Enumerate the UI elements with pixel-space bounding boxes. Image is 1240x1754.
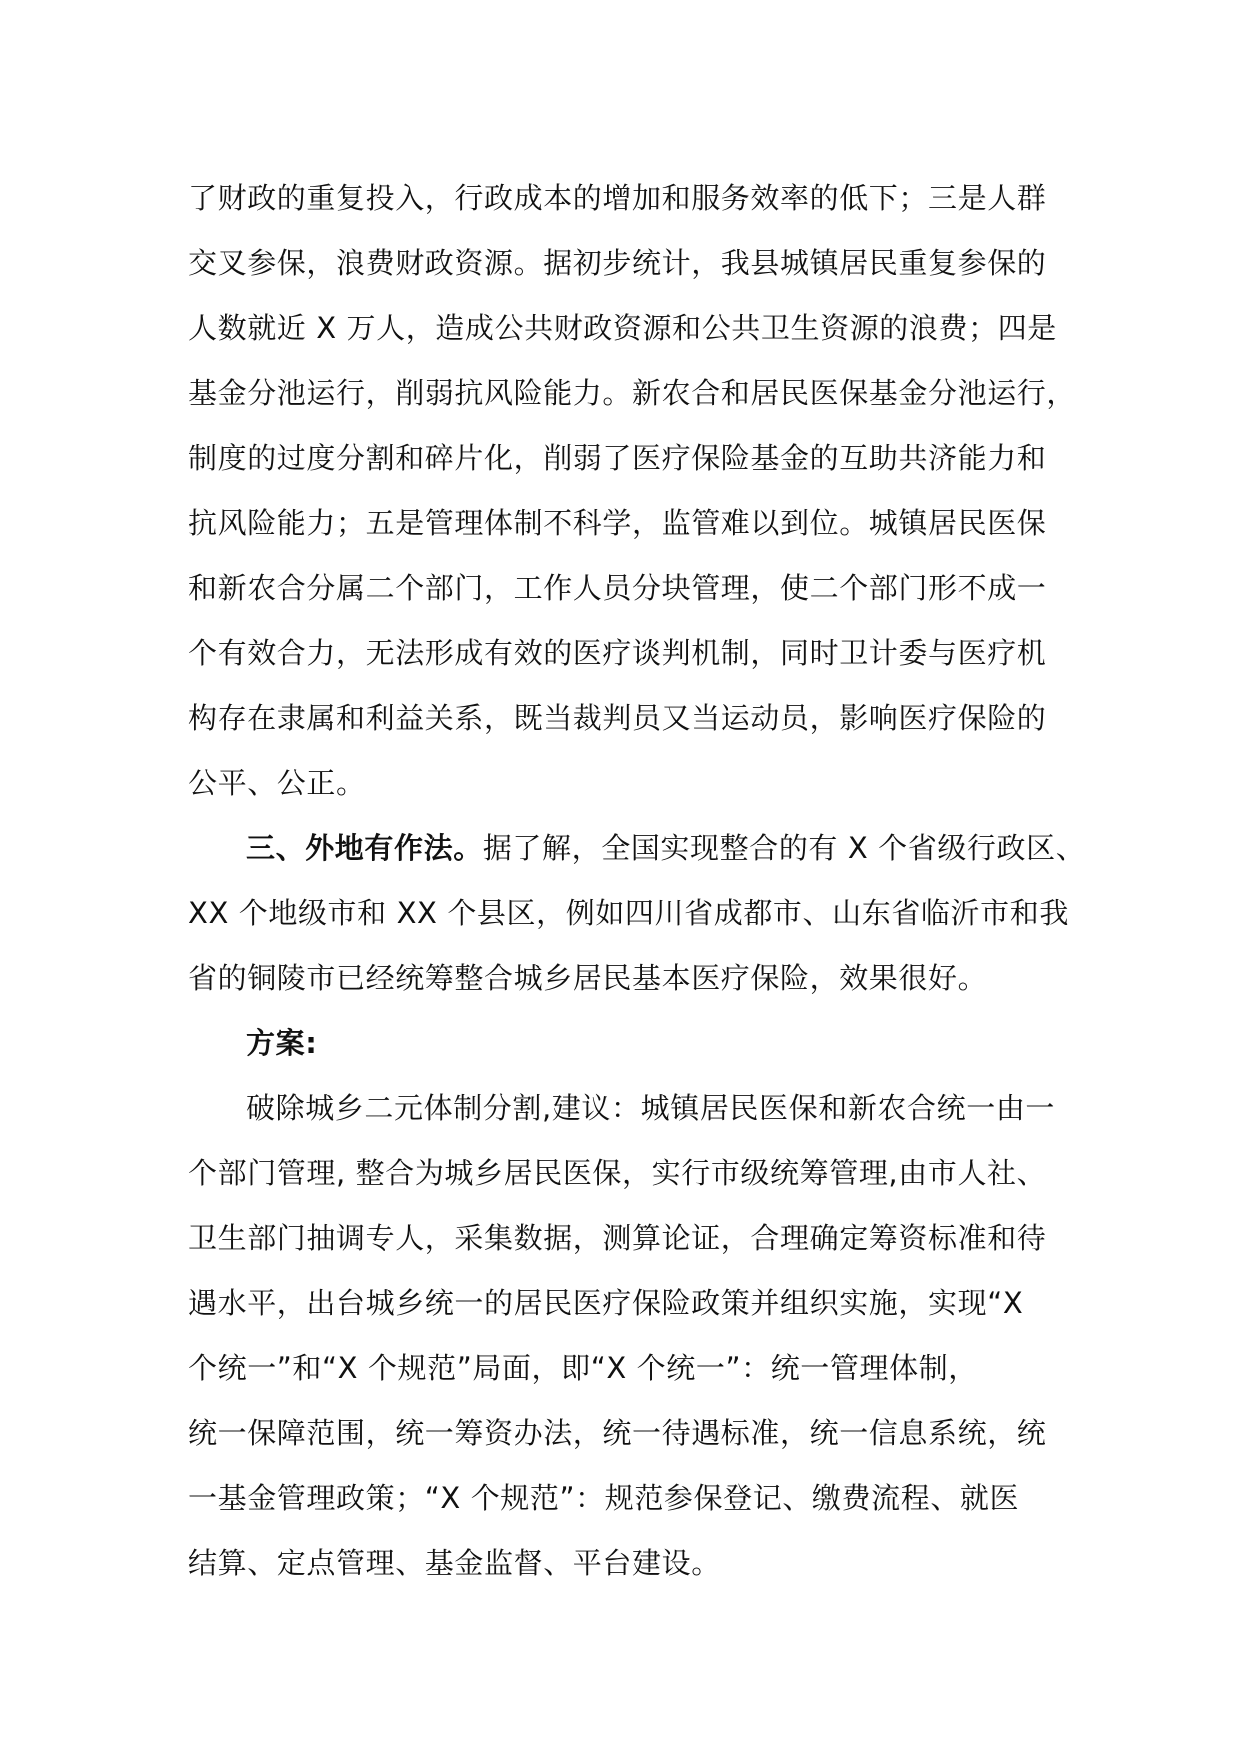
- text-line: 公平、公正。: [188, 766, 366, 800]
- text-line: 结算、定点管理、基金监督、平台建设。: [188, 1546, 721, 1580]
- paragraph-plan-body: [188, 1076, 1068, 1596]
- text-line: 个部门管理, 整合为城乡居民医保，实行市级统筹管理,由市人社、: [188, 1156, 1047, 1190]
- text-line: [188, 816, 1086, 881]
- text-line: 人数就近 X 万人，造成公共财政资源和公共卫生资源的浪费；四是: [188, 311, 1057, 345]
- text-line: 构存在隶属和利益关系，既当裁判员又当运动员，影响医疗保险的: [188, 701, 1047, 735]
- text-line: 抗风险能力；五是管理体制不科学，监管难以到位。城镇居民医保: [188, 506, 1047, 540]
- plan-heading: 方案:: [246, 1026, 318, 1060]
- text-line: 一基金管理政策；“X 个规范”：规范参保登记、缴费流程、就医: [188, 1481, 1020, 1515]
- text-line: 卫生部门抽调专人，采集数据，测算论证，合理确定筹资标准和待: [188, 1221, 1047, 1255]
- text-line: 交叉参保，浪费财政资源。据初步统计，我县城镇居民重复参保的: [188, 246, 1047, 280]
- text-line: 遇水平，出台城乡统一的居民医疗保险政策并组织实施，实现“X: [188, 1286, 1024, 1320]
- text-line: 个有效合力，无法形成有效的医疗谈判机制，同时卫计委与医疗机: [188, 636, 1047, 670]
- text-line: 制度的过度分割和碎片化，削弱了医疗保险基金的互助共济能力和: [188, 441, 1047, 475]
- text-line: 破除城乡二元体制分割,建议：城镇居民医保和新农合统一由一: [246, 1091, 1056, 1125]
- paragraph-section-three: [188, 816, 1086, 1011]
- text-line: 和新农合分属二个部门，工作人员分块管理，使二个部门形不成一: [188, 571, 1047, 605]
- paragraph-problems: [188, 166, 1077, 816]
- paragraph-plan-heading: [188, 1011, 1068, 1076]
- text-line: 省的铜陵市已经统筹整合城乡居民基本医疗保险，效果很好。: [188, 961, 988, 995]
- text-line: 基金分池运行，削弱抗风险能力。新农合和居民医保基金分池运行，: [188, 376, 1077, 410]
- section-heading: 三、外地有作法。: [246, 831, 483, 865]
- text-run: 据了解，全国实现整合的有 X 个省级行政区、: [482, 831, 1086, 865]
- text-line: 统一保障范围，统一筹资办法，统一待遇标准，统一信息系统，统: [188, 1416, 1047, 1450]
- text-line: XX 个地级市和 XX 个县区，例如四川省成都市、山东省临沂市和我: [188, 896, 1069, 930]
- text-line: 了财政的重复投入，行政成本的增加和服务效率的低下；三是人群: [188, 181, 1047, 215]
- document-body: [188, 166, 1086, 1596]
- text-line: 个统一”和“X 个规范”局面，即“X 个统一”：统一管理体制，: [188, 1351, 978, 1385]
